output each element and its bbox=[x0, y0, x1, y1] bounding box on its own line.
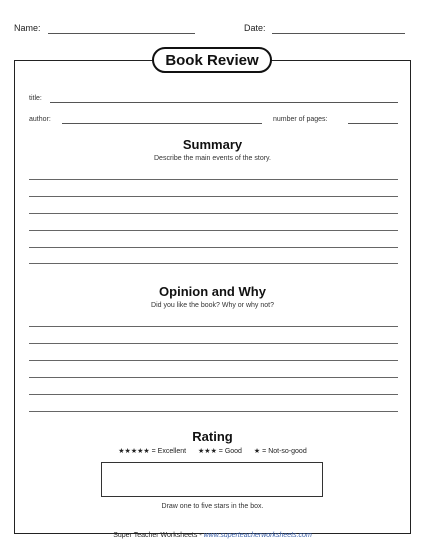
footer-brand: Super Teacher Worksheets bbox=[113, 532, 198, 539]
title-badge bbox=[152, 47, 272, 73]
name-label: Name: bbox=[14, 23, 41, 33]
summary-line[interactable] bbox=[29, 179, 398, 180]
rating-instruction: Draw one to five stars in the box. bbox=[161, 503, 264, 510]
summary-line[interactable] bbox=[29, 196, 398, 197]
summary-line[interactable] bbox=[29, 247, 398, 248]
author-label: author: bbox=[29, 116, 51, 123]
page-title: Book Review bbox=[165, 51, 259, 69]
date-label: Date: bbox=[244, 23, 266, 33]
opinion-line[interactable] bbox=[29, 394, 398, 395]
opinion-heading: Opinion and Why bbox=[159, 284, 266, 299]
rating-heading: Rating bbox=[192, 429, 233, 444]
pages-field[interactable] bbox=[348, 123, 398, 124]
summary-instruction: Describe the main events of the story. bbox=[154, 155, 271, 162]
summary-line[interactable] bbox=[29, 230, 398, 231]
title-label: title: bbox=[29, 95, 42, 102]
star-icon: ★★★★★ bbox=[118, 448, 150, 455]
footer-separator: - bbox=[197, 532, 204, 539]
rating-box[interactable] bbox=[101, 462, 323, 497]
opinion-line[interactable] bbox=[29, 326, 398, 327]
opinion-line[interactable] bbox=[29, 360, 398, 361]
name-field[interactable] bbox=[48, 33, 195, 34]
star-icon: ★★★ bbox=[198, 448, 217, 455]
legend-not-so-good bbox=[254, 448, 307, 455]
footer-url[interactable]: www.superteacherworksheets.com bbox=[203, 532, 312, 539]
opinion-line[interactable] bbox=[29, 411, 398, 412]
opinion-line[interactable] bbox=[29, 343, 398, 344]
opinion-line[interactable] bbox=[29, 377, 398, 378]
title-field[interactable] bbox=[50, 102, 398, 103]
footer bbox=[0, 532, 425, 539]
rating-legend bbox=[0, 447, 425, 455]
summary-heading: Summary bbox=[182, 137, 243, 152]
opinion-instruction: Did you like the book? Why or why not? bbox=[151, 302, 274, 309]
legend-text: = Good bbox=[218, 448, 242, 455]
legend-text: = Not-so-good bbox=[262, 448, 307, 455]
legend-excellent bbox=[118, 448, 186, 455]
star-icon: ★ bbox=[253, 448, 261, 455]
summary-line[interactable] bbox=[29, 213, 398, 214]
date-field[interactable] bbox=[272, 33, 405, 34]
pages-label: number of pages: bbox=[273, 116, 328, 123]
legend-text: = Excellent bbox=[151, 448, 187, 455]
legend-good bbox=[198, 448, 242, 455]
summary-line[interactable] bbox=[29, 263, 398, 264]
author-field[interactable] bbox=[62, 123, 262, 124]
